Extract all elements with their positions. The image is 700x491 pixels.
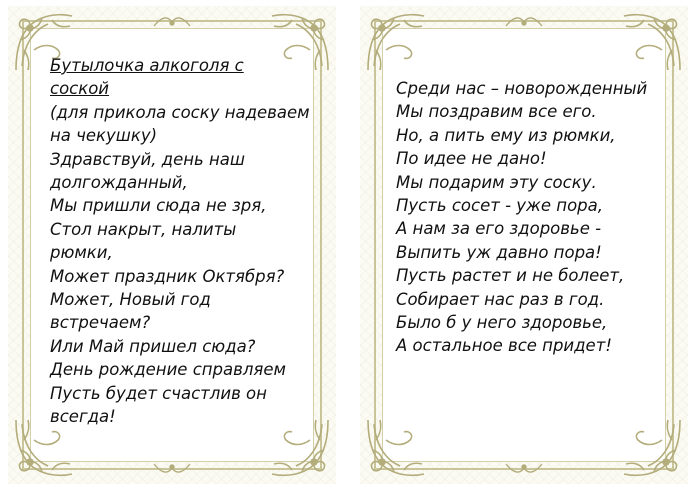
poem-line: Или Май пришел сюда? <box>50 336 256 356</box>
poem-line: День рождение справляем <box>50 360 286 380</box>
poem-line: Здравствуй, день наш <box>50 149 245 169</box>
right-page <box>360 6 688 484</box>
ornament-edge-icon <box>504 460 544 476</box>
poem-line: Пусть будет счастлив он <box>50 383 267 403</box>
poem-line: долгожданный, <box>50 173 188 193</box>
poem-line: Выпить уж давно пора! <box>396 242 602 262</box>
left-page <box>8 6 336 484</box>
poem-line: А остальное все придет! <box>396 336 612 356</box>
ornament-corner-icon <box>364 10 428 74</box>
poem-line: Мы пришли сюда не зря, <box>50 196 267 216</box>
poem-line: Может, Новый год <box>50 290 211 310</box>
poem-title-line: Бутылочка алкоголя с <box>50 56 244 75</box>
poem-line: всегда! <box>50 407 116 427</box>
poem-right <box>396 77 668 358</box>
poem-line: Пусть сосет - уже пора, <box>396 196 604 216</box>
poem-line: А нам за его здоровье - <box>396 219 602 239</box>
poem-line: встречаем? <box>50 313 151 333</box>
ornament-edge-icon <box>504 14 544 30</box>
poem-left <box>50 54 312 429</box>
poem-line: Было б у него здоровье, <box>396 313 608 333</box>
ornament-corner-icon <box>620 10 684 74</box>
poem-line: Среди нас – новорожденный <box>396 79 648 98</box>
poem-line: Стол накрыт, налиты <box>50 219 237 239</box>
ornament-edge-icon <box>152 460 192 476</box>
ornament-corner-icon <box>620 416 684 480</box>
poem-line: на чекушку) <box>50 126 158 146</box>
poem-line: (для прикола соску надеваем <box>50 102 310 122</box>
poem-line: Пусть растет и не болеет, <box>396 266 625 286</box>
poem-line: Мы подарим эту соску. <box>396 172 597 192</box>
poem-title-line: соской <box>50 79 110 99</box>
poem-line: Собирает нас раз в год. <box>396 289 605 309</box>
poem-line: рюмки, <box>50 243 113 263</box>
poem-line: По идее не дано! <box>396 149 547 169</box>
poem-line: Мы поздравим все его. <box>396 102 597 122</box>
ornament-edge-icon <box>152 14 192 30</box>
ornament-corner-icon <box>364 416 428 480</box>
poem-line: Но, а пить ему из рюмки, <box>396 125 616 145</box>
poem-line: Может праздник Октября? <box>50 266 285 286</box>
